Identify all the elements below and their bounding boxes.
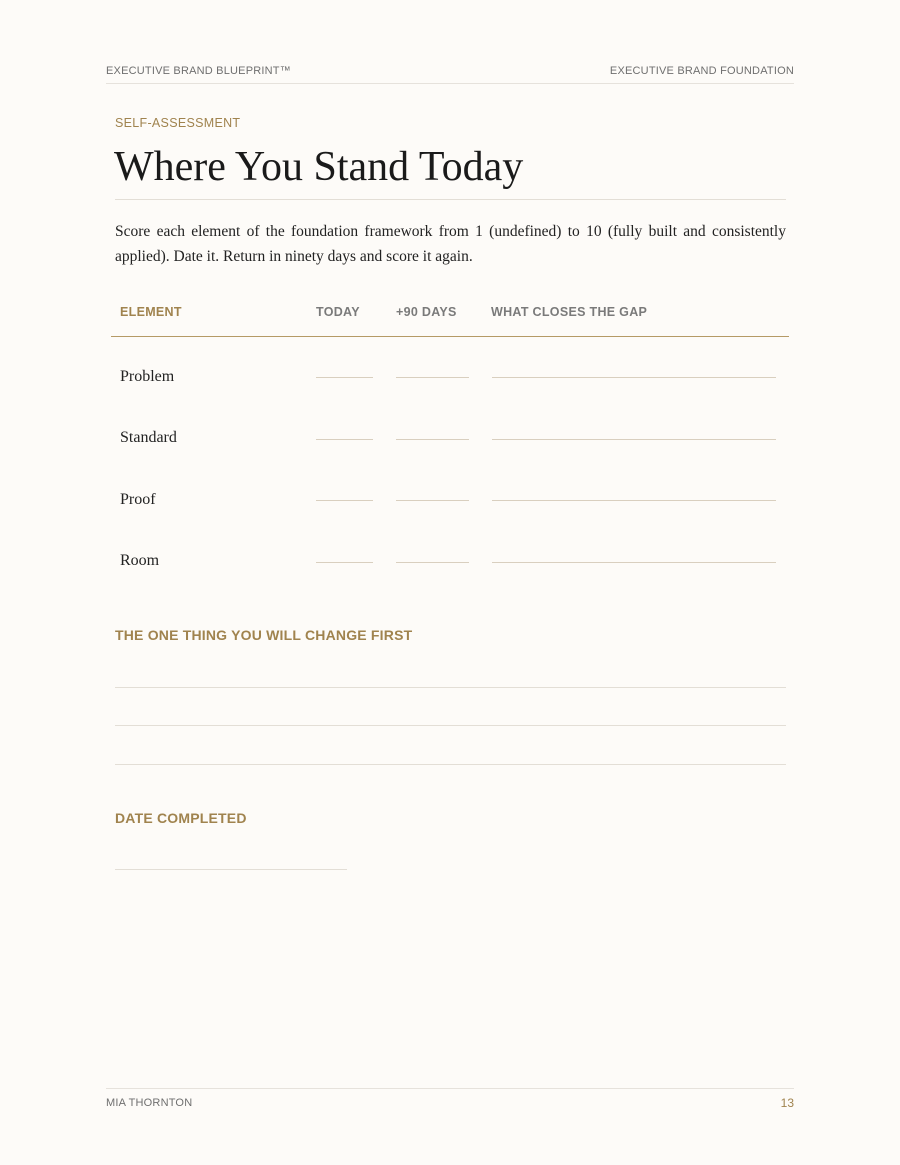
page-title: Where You Stand Today bbox=[114, 144, 524, 190]
row-label-proof: Proof bbox=[120, 491, 156, 508]
page-number: 13 bbox=[780, 1096, 794, 1110]
row-label-problem: Problem bbox=[120, 368, 175, 385]
change-first-line[interactable] bbox=[115, 764, 786, 765]
title-divider bbox=[115, 199, 786, 200]
section-eyebrow: SELF-ASSESSMENT bbox=[115, 116, 241, 130]
today-score-field[interactable] bbox=[316, 377, 373, 378]
change-first-line[interactable] bbox=[115, 725, 786, 726]
table-header-divider bbox=[111, 336, 789, 337]
footer-author: MIA THORNTON bbox=[106, 1097, 193, 1109]
column-header-element: ELEMENT bbox=[120, 305, 182, 319]
today-score-field[interactable] bbox=[316, 562, 373, 563]
gap-notes-field[interactable] bbox=[492, 439, 776, 440]
column-header-gap: WHAT CLOSES THE GAP bbox=[491, 305, 648, 319]
header-chapter-title: EXECUTIVE BRAND FOUNDATION bbox=[609, 65, 794, 77]
date-completed-label: DATE COMPLETED bbox=[115, 810, 247, 826]
date-completed-field[interactable] bbox=[115, 869, 347, 870]
gap-notes-field[interactable] bbox=[492, 377, 776, 378]
intro-paragraph: Score each element of the foundation framework from 1 (undefined) to 10 (fully built and consistently applied). Date it. Return in ninety days and score it again. bbox=[115, 223, 786, 265]
row-label-standard: Standard bbox=[120, 429, 177, 446]
running-header bbox=[106, 63, 794, 84]
today-score-field[interactable] bbox=[316, 439, 373, 440]
change-first-label: THE ONE THING YOU WILL CHANGE FIRST bbox=[115, 627, 413, 643]
column-header-today: TODAY bbox=[316, 305, 360, 319]
row-label-room: Room bbox=[120, 552, 160, 569]
page-footer bbox=[106, 1088, 794, 1119]
today-score-field[interactable] bbox=[316, 500, 373, 501]
ninety-day-score-field[interactable] bbox=[396, 377, 469, 378]
ninety-day-score-field[interactable] bbox=[396, 439, 469, 440]
column-header-90-days: +90 DAYS bbox=[396, 305, 457, 319]
change-first-line[interactable] bbox=[115, 687, 786, 688]
ninety-day-score-field[interactable] bbox=[396, 562, 469, 563]
ninety-day-score-field[interactable] bbox=[396, 500, 469, 501]
gap-notes-field[interactable] bbox=[492, 500, 776, 501]
header-book-title: EXECUTIVE BRAND BLUEPRINT™ bbox=[106, 65, 291, 77]
gap-notes-field[interactable] bbox=[492, 562, 776, 563]
